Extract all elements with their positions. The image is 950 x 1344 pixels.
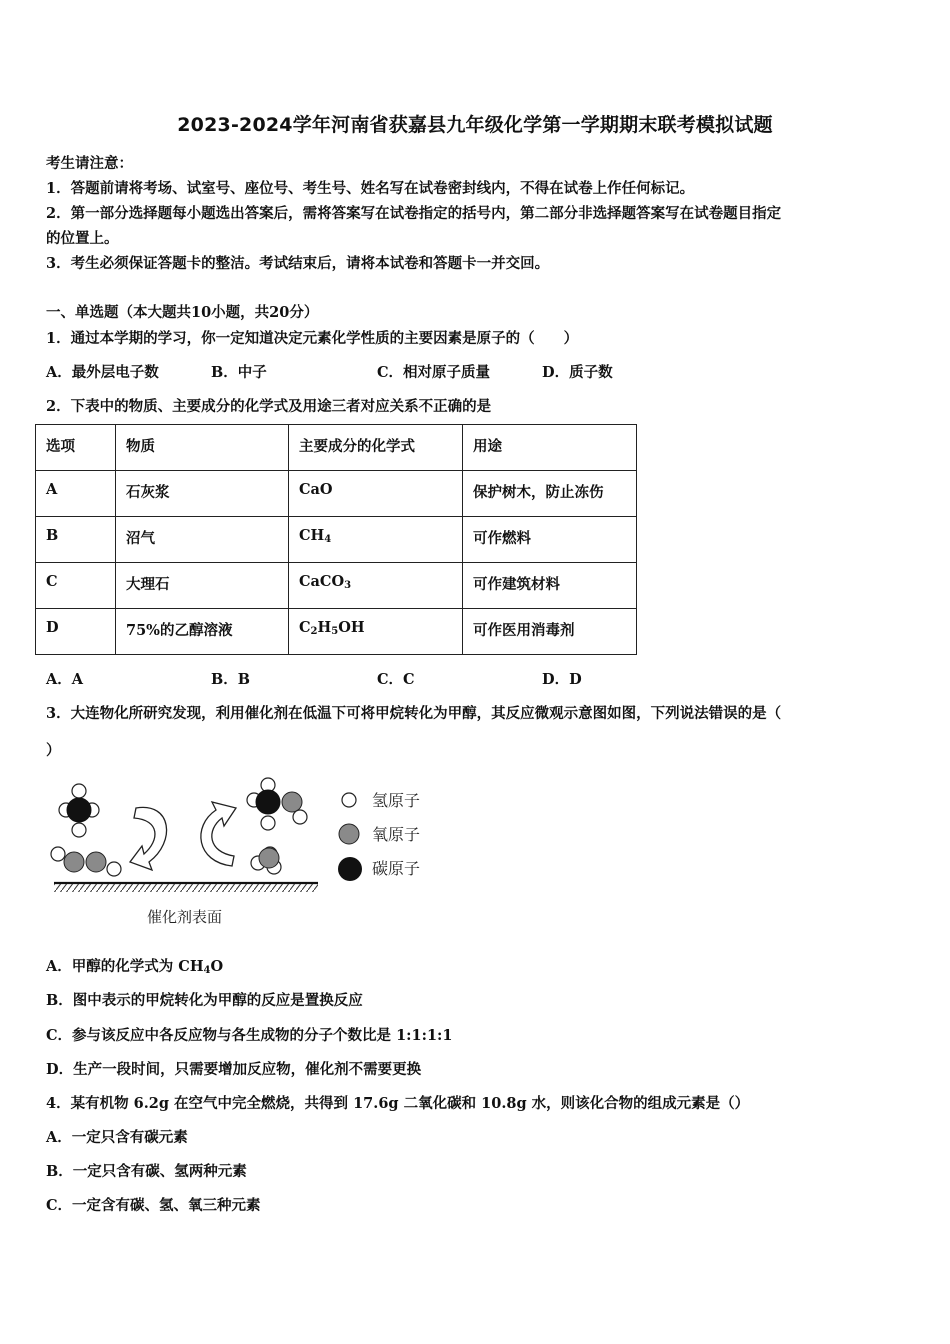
formula-main: C (299, 619, 311, 636)
formula-main: CH (299, 527, 325, 544)
option-text: A．甲醇的化学式为 CH (46, 958, 204, 975)
question-2-stem: 2．下表中的物质、主要成分的化学式及用途三者对应关系不正确的是 (46, 398, 492, 415)
row-key: B (36, 517, 116, 563)
catalyst-surface (54, 883, 318, 892)
row-use: 可作医用消毒剂 (463, 609, 637, 655)
table-row (36, 471, 637, 517)
header-cell: 用途 (463, 425, 637, 471)
q4-option-b[interactable]: B．一定只含有碳、氢两种元素 (46, 1163, 247, 1180)
q1-option-c[interactable]: C．相对原子质量 (377, 364, 491, 381)
legend-hydrogen: 氢原子 (372, 791, 421, 810)
section-heading: 一、单选题（本大题共10小题，共20分） (46, 304, 319, 321)
methanol-molecule (247, 778, 307, 830)
q1-option-b[interactable]: B．中子 (211, 364, 267, 381)
legend-carbon: 碳原子 (372, 859, 421, 878)
row-use: 可作燃料 (463, 517, 637, 563)
notice-item: 1．答题前请将考场、试室号、座位号、考生号、姓名写在试卷密封线内，不得在试卷上作任何标记。 (46, 180, 695, 197)
row-formula (289, 517, 463, 563)
header-cell: 主要成分的化学式 (289, 425, 463, 471)
page-title: 2023-2024学年河南省获嘉县九年级化学第一学期期末联考模拟试题 (177, 114, 773, 136)
q3-option-c[interactable]: C．参与该反应中各反应物与各生成物的分子个数比是 1:1:1:1 (46, 1027, 453, 1044)
question-3-stem-end: ） (46, 742, 61, 759)
reaction-diagram (44, 770, 444, 930)
row-key: C (36, 563, 116, 609)
surface-label: 催化剂表面 (147, 908, 223, 926)
notice-item: 的位置上。 (46, 230, 119, 247)
row-key: A (36, 471, 116, 517)
formula-sub: 2 (310, 626, 318, 637)
row-use: 保护树木，防止冻伤 (463, 471, 637, 517)
methane-molecule (59, 784, 99, 837)
q3-option-d[interactable]: D．生产一段时间，只需要增加反应物，催化剂不需要更换 (46, 1061, 422, 1078)
formula-sub: 3 (344, 580, 352, 591)
q2-table (35, 424, 637, 655)
notice-heading: 考生请注意： (46, 155, 133, 172)
legend-oxygen: 氧原子 (372, 825, 421, 844)
q2-option-a[interactable]: A．A (46, 671, 84, 688)
legend (338, 791, 420, 881)
formula-sub: 4 (324, 534, 332, 545)
row-substance: 沼气 (116, 517, 289, 563)
formula-tail: OH (338, 619, 365, 636)
reaction-arrow-icon (130, 807, 167, 870)
row-substance: 大理石 (116, 563, 289, 609)
row-formula (289, 563, 463, 609)
question-4-stem: 4．某有机物 6.2g 在空气中完全燃烧，共得到 17.6g 二氧化碳和 10.8g 水，则该化合物的组成元素是（） (46, 1095, 750, 1112)
table-row (36, 609, 637, 655)
formula-sub: 5 (331, 626, 339, 637)
header-cell: 物质 (116, 425, 289, 471)
oxygen-molecule (51, 847, 121, 876)
row-formula: CaO (289, 471, 463, 517)
q3-option-a[interactable] (46, 955, 223, 976)
notice-item: 3．考生必须保证答题卡的整洁。考试结束后，请将本试卷和答题卡一并交回。 (46, 255, 550, 272)
header-cell: 选项 (36, 425, 116, 471)
table-row (36, 563, 637, 609)
formula-sub: 4 (203, 965, 211, 976)
q3-option-b[interactable]: B．图中表示的甲烷转化为甲醇的反应是置换反应 (46, 992, 363, 1009)
hydrogen-legend-icon (342, 793, 356, 807)
formula-main: H (317, 619, 332, 636)
question-3-stem: 3．大连物化所研究发现，利用催化剂在低温下可将甲烷转化为甲醇，其反应微观示意图如图，下列说法错误的是（ (46, 705, 782, 722)
carbon-legend-icon (338, 857, 362, 881)
row-key: D (36, 609, 116, 655)
row-use: 可作建筑材料 (463, 563, 637, 609)
reaction-arrow-icon (201, 802, 236, 866)
q2-option-c[interactable]: C．C (377, 671, 415, 688)
notice-item: 2．第一部分选择题每小题选出答案后，需将答案写在试卷指定的括号内，第二部分非选择题答案写在试卷题目指定 (46, 205, 782, 222)
row-substance: 75%的乙醇溶液 (116, 609, 289, 655)
row-substance: 石灰浆 (116, 471, 289, 517)
question-1-stem: 1．通过本学期的学习，你一定知道决定元素化学性质的主要因素是原子的（ ） (46, 330, 579, 347)
table-row (36, 517, 637, 563)
q2-option-d[interactable]: D．D (542, 671, 582, 688)
q2-option-b[interactable]: B．B (211, 671, 251, 688)
row-formula (289, 609, 463, 655)
table-header-row (36, 425, 637, 471)
oxygen-legend-icon (339, 824, 359, 844)
formula-main: CaCO (299, 573, 345, 590)
water-molecule (251, 847, 281, 874)
option-text: O (210, 958, 224, 975)
q1-option-d[interactable]: D．质子数 (542, 364, 613, 381)
q1-option-a[interactable]: A．最外层电子数 (46, 364, 159, 381)
q4-option-c[interactable]: C．一定含有碳、氢、氧三种元素 (46, 1197, 261, 1214)
q4-option-a[interactable]: A．一定只含有碳元素 (46, 1129, 188, 1146)
